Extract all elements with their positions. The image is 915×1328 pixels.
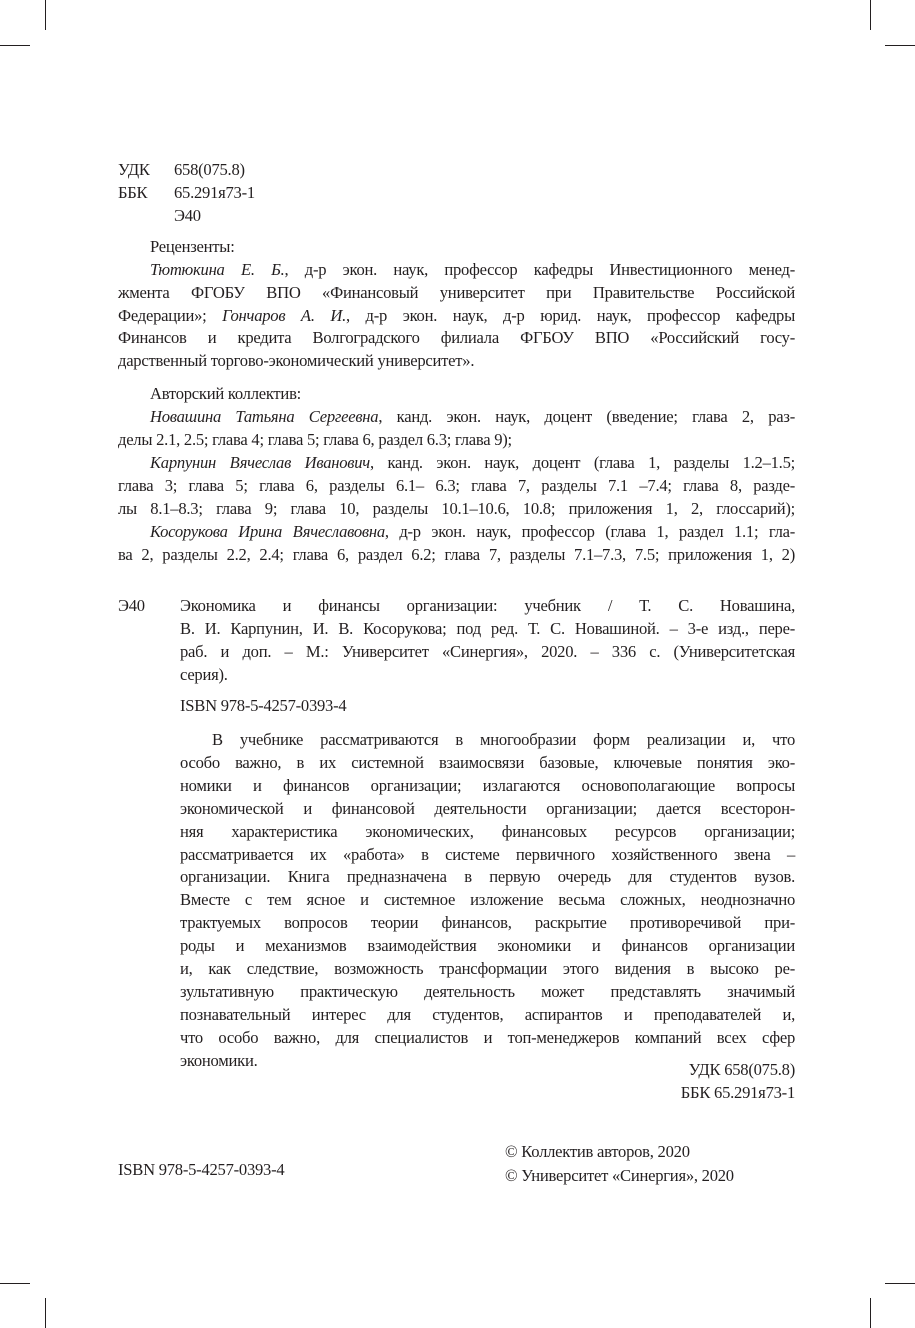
reviewer-line xyxy=(118,260,795,280)
crop-mark xyxy=(885,1283,915,1284)
udk-label: УДК xyxy=(118,160,150,179)
crop-mark xyxy=(0,45,30,46)
reviewer-text: Финансов и кредита Волгоградского филиала ФГБОУ ВПО «Российский госу- xyxy=(118,328,795,347)
copyright-authors: © Коллектив авторов, 2020 xyxy=(505,1142,690,1161)
bib-line: В. И. Карпунин, И. В. Косорукова; под ред. Т. С. Новашиной. – 3-е изд., пере- xyxy=(180,619,795,638)
bib-isbn: ISBN 978-5-4257-0393-4 xyxy=(180,696,347,715)
crop-mark xyxy=(870,0,871,30)
crop-mark xyxy=(0,1283,30,1284)
reviewer-line xyxy=(118,328,795,348)
author-line xyxy=(118,545,795,565)
bbk-value: 65.291я73-1 xyxy=(174,183,255,202)
reviewer-text: , д-р экон. наук, д-р юрид. наук, профессор кафедры xyxy=(346,306,795,325)
abstract-line: экономической и финансовой деятельности организации; дается всесторон- xyxy=(180,798,795,818)
author-text: глава 3; глава 5; глава 6, разделы 6.1– 6.3; глава 7, разделы 7.1 –7.4; глава 8, разде- xyxy=(118,476,795,495)
footer-isbn: ISBN 978-5-4257-0393-4 xyxy=(118,1160,285,1179)
author-text: ва 2, разделы 2.2, 2.4; глава 6, раздел 6.2; глава 7, разделы 7.1–7.3, 7.5; приложения 1, 2) xyxy=(118,545,795,564)
crop-mark xyxy=(870,1298,871,1328)
reviewer-text: жмента ФГОБУ ВПО «Финансовый университет при Правительстве Российской xyxy=(118,283,795,302)
bib-line: Экономика и финансы организации: учебник / Т. С. Новашина, xyxy=(180,596,795,615)
crop-mark xyxy=(45,0,46,30)
author-line xyxy=(118,430,795,450)
bbk-label: ББК xyxy=(118,183,148,202)
authors-heading: Авторский коллектив: xyxy=(150,384,302,403)
author-text: , канд. экон. наук, доцент (введение; глава 2, раз- xyxy=(378,407,795,426)
reviewer-line xyxy=(118,351,795,371)
abstract-line: няя характеристика экономических, финансовых ресурсов организации; xyxy=(180,821,795,841)
author-text: , д-р экон. наук, профессор (глава 1, раздел 1.1; гла- xyxy=(384,522,795,541)
author-text: , канд. экон. наук, доцент (глава 1, разделы 1.2–1.5; xyxy=(369,453,795,472)
author-text: делы 2.1, 2.5; глава 4; глава 5; глава 6, раздел 6.3; глава 9); xyxy=(118,430,512,449)
udk-value: 658(075.8) xyxy=(174,160,245,179)
reviewer-text: дарственный торгово-экономический университет». xyxy=(118,351,475,370)
reviewer-text: Федерации»; xyxy=(118,306,223,325)
author-line xyxy=(118,453,795,473)
abstract-line: Вместе с тем ясное и системное изложение весьма сложных, неоднозначно xyxy=(180,890,795,910)
reviewer-name: Тютюкина Е. Б. xyxy=(150,260,285,279)
reviewers-heading: Рецензенты: xyxy=(150,237,235,256)
abstract-line: познавательный интерес для студентов, аспирантов и преподавателей и, xyxy=(180,1004,795,1024)
reviewer-line xyxy=(118,306,795,326)
author-name: Косорукова Ирина Вячеславовна xyxy=(150,522,385,541)
abstract-line: номики и финансов организации; излагаются основополагающие вопросы xyxy=(180,775,795,795)
author-line xyxy=(118,407,795,427)
author-code: Э40 xyxy=(174,206,201,225)
abstract-line: роды и механизмов взаимодействия экономики и финансов организации xyxy=(180,936,795,956)
reviewer-text: , д-р экон. наук, профессор кафедры Инвестиционного менед- xyxy=(284,260,795,279)
abstract-line: особо важно, в их системной взаимосвязи базовые, ключевые понятия эко- xyxy=(180,752,795,772)
bib-line: серия). xyxy=(180,665,228,684)
crop-mark xyxy=(45,1298,46,1328)
author-line xyxy=(118,499,795,519)
author-text: лы 8.1–8.3; глава 9; глава 10, разделы 10.1–10.6, 10.8; приложения 1, 2, глоссарий); xyxy=(118,499,795,518)
reviewer-name: Гончаров А. И. xyxy=(222,306,346,325)
crop-mark xyxy=(885,45,915,46)
abstract-bbk: ББК 65.291я73-1 xyxy=(680,1083,795,1102)
author-line xyxy=(118,522,795,542)
abstract-line: что особо важно, для специалистов и топ-менеджеров компаний всех сфер xyxy=(180,1027,795,1047)
author-line xyxy=(118,476,795,496)
bib-line: раб. и доп. – М.: Университет «Синергия», 2020. – 336 с. (Университетская xyxy=(180,642,795,661)
abstract-line: рассматривается их «работа» в системе первичного хозяйственного звена – xyxy=(180,844,795,864)
abstract-line: экономики. xyxy=(180,1050,258,1070)
abstract-udk: УДК 658(075.8) xyxy=(688,1060,795,1079)
abstract-line: организации. Книга предназначена в первую очередь для студентов вузов. xyxy=(180,867,795,887)
reviewer-line xyxy=(118,283,795,303)
copyright-publisher: © Университет «Синергия», 2020 xyxy=(505,1166,734,1185)
author-name: Новашина Татьяна Сергеевна xyxy=(150,407,379,426)
abstract-line: трактуемых вопросов теории финансов, раскрытие противоречивой при- xyxy=(180,913,795,933)
author-name: Карпунин Вячеслав Иванович xyxy=(150,453,370,472)
abstract-line: и, как следствие, возможность трансформации этого видения в высоко ре- xyxy=(180,959,795,978)
abstract-line: В учебнике рассматриваются в многообразии форм реализации и, что xyxy=(212,730,795,749)
abstract-line: зультативную практическую деятельность может представлять значимый xyxy=(180,981,795,1001)
bib-code: Э40 xyxy=(118,596,145,615)
